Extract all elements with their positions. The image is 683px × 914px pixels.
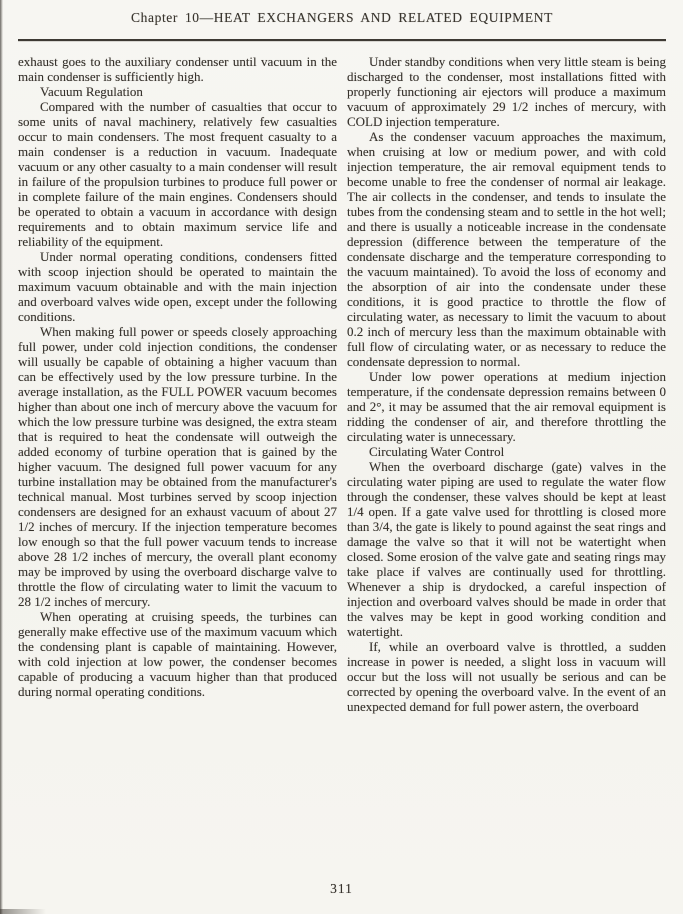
right-column	[347, 54, 666, 714]
paragraph-when-operating-cruising: When operating at cruising speeds, the turbines can generally make effective use of the maximum vacuum which the condensing plant is capable of maintaining. However, with cold injection at low power, the condenser becomes capable of producing a vacuum higher than that produced during normal operating conditions.	[18, 609, 337, 699]
paragraph-when-overboard-discharge: When the overboard discharge (gate) valves in the circulating water piping are used to regulate the water flow through the condenser, these valves should be kept at least 1/4 open. If a gate valve used for throttling is closed more than 3/4, the gate is likely to pound against the seat rings and damage the valve so that it will not be watertight when closed. Some erosion of the valve gate and seating rings may take place if valves are continually used for throttling. Whenever a ship is drydocked, a careful inspection of injection and overboard valves should be made in order that the valves may be kept in good working condition and watertight.	[347, 459, 666, 639]
chapter-header: Chapter 10—HEAT EXCHANGERS AND RELATED EQUIPMENT	[131, 10, 553, 25]
paragraph-if-while-overboard: If, while an overboard valve is throttled, a sudden increase in power is needed, a slight loss in vacuum will occur but the loss will not usually be serious and can be corrected by opening the overboard valve. In the event of an unexpected demand for full power astern, the overboard	[347, 639, 666, 714]
paragraph-as-condenser-vacuum: As the condenser vacuum approaches the maximum, when cruising at low or medium power, and with cold injection temperature, the air removal equipment tends to become unable to free the condenser of normal air leakage. The air collects in the condenser, and tends to insulate the tubes from the condensing steam and to settle in the hot well; and there is usually a noticeable increase in the condensate depression (difference between the temperature of the condensate discharge and the temperature corresponding to the vacuum maintained). To avoid the loss of economy and the absorption of air into the condensate under these conditions, it is good practice to throttle the flow of circulating water, as necessary to limit the vacuum to about 0.2 inch of mercury less than the maximum obtainable with full flow of circulating water, or as necessary to reduce the condensate depression to normal.	[347, 129, 666, 369]
paragraph-when-making-full-power: When making full power or speeds closely approaching full power, under cold injection conditions, the condenser will usually be capable of obtaining a higher vacuum than can be effectively used by the low pressure turbine. In the average installation, as the FULL POWER vacuum becomes higher than about one inch of mercury above the vacuum for which the low pressure turbine was designed, the extra steam that is required to heat the condensate will outweigh the added economy of turbine operation that is gained by the higher vacuum. The designed full power vacuum for any turbine installation may be obtained from the manufacturer's technical manual. Most turbines served by scoop injection condensers are designed for an exhaust vacuum of about 27 1/2 inches of mercury. If the injection temperature becomes low enough so that the full power vacuum tends to increase above 28 1/2 inches of mercury, the overall plant economy may be improved by using the overboard discharge valve to throttle the flow of circulating water to limit the vacuum to 28 1/2 inches of mercury.	[18, 324, 337, 609]
paragraph-under-low-power: Under low power operations at medium injection temperature, if the condensate depression remains between 0 and 2°, it may be assumed that the air removal equipment is ridding the condenser of air, and therefore throttling the circulating water is unnecessary.	[347, 369, 666, 444]
scan-edge-left	[0, 0, 3, 914]
two-column-text	[18, 54, 666, 714]
paragraph-under-standby: Under standby conditions when very little steam is being discharged to the condenser, most installations fitted with properly functioning air ejectors will produce a maximum vacuum of approximately 29 1/2 inches of mercury, with COLD injection temperature.	[347, 54, 666, 129]
paragraph-exhaust-continuation: exhaust goes to the auxiliary condenser until vacuum in the main condenser is sufficiently high.	[18, 54, 337, 84]
section-heading-circulating-water-control: Circulating Water Control	[369, 444, 505, 459]
header-rule	[18, 39, 666, 41]
left-column	[18, 54, 337, 714]
paragraph-compared-casualties: Compared with the number of casualties that occur to some units of naval machinery, relatively few casualties occur to main condensers. The most frequent casualty to a main condenser is a reduction in vacuum. Inadequate vacuum or any other casualty to a main condenser will result in failure of the propulsion turbines to produce full power or in complete failure of the main engines. Condensers should be operated to obtain a vacuum in accordance with design requirements and to obtain maximum service life and reliability of the equipment.	[18, 99, 337, 249]
scan-edge-bottom-left	[0, 909, 46, 914]
paragraph-under-normal-conditions: Under normal operating conditions, condensers fitted with scoop injection should be operated to maintain the maximum vacuum obtainable and with the main injection and overboard valves wide open, except under the following conditions.	[18, 249, 337, 324]
page-number: 311	[330, 881, 353, 896]
section-heading-vacuum-regulation: Vacuum Regulation	[40, 84, 143, 99]
